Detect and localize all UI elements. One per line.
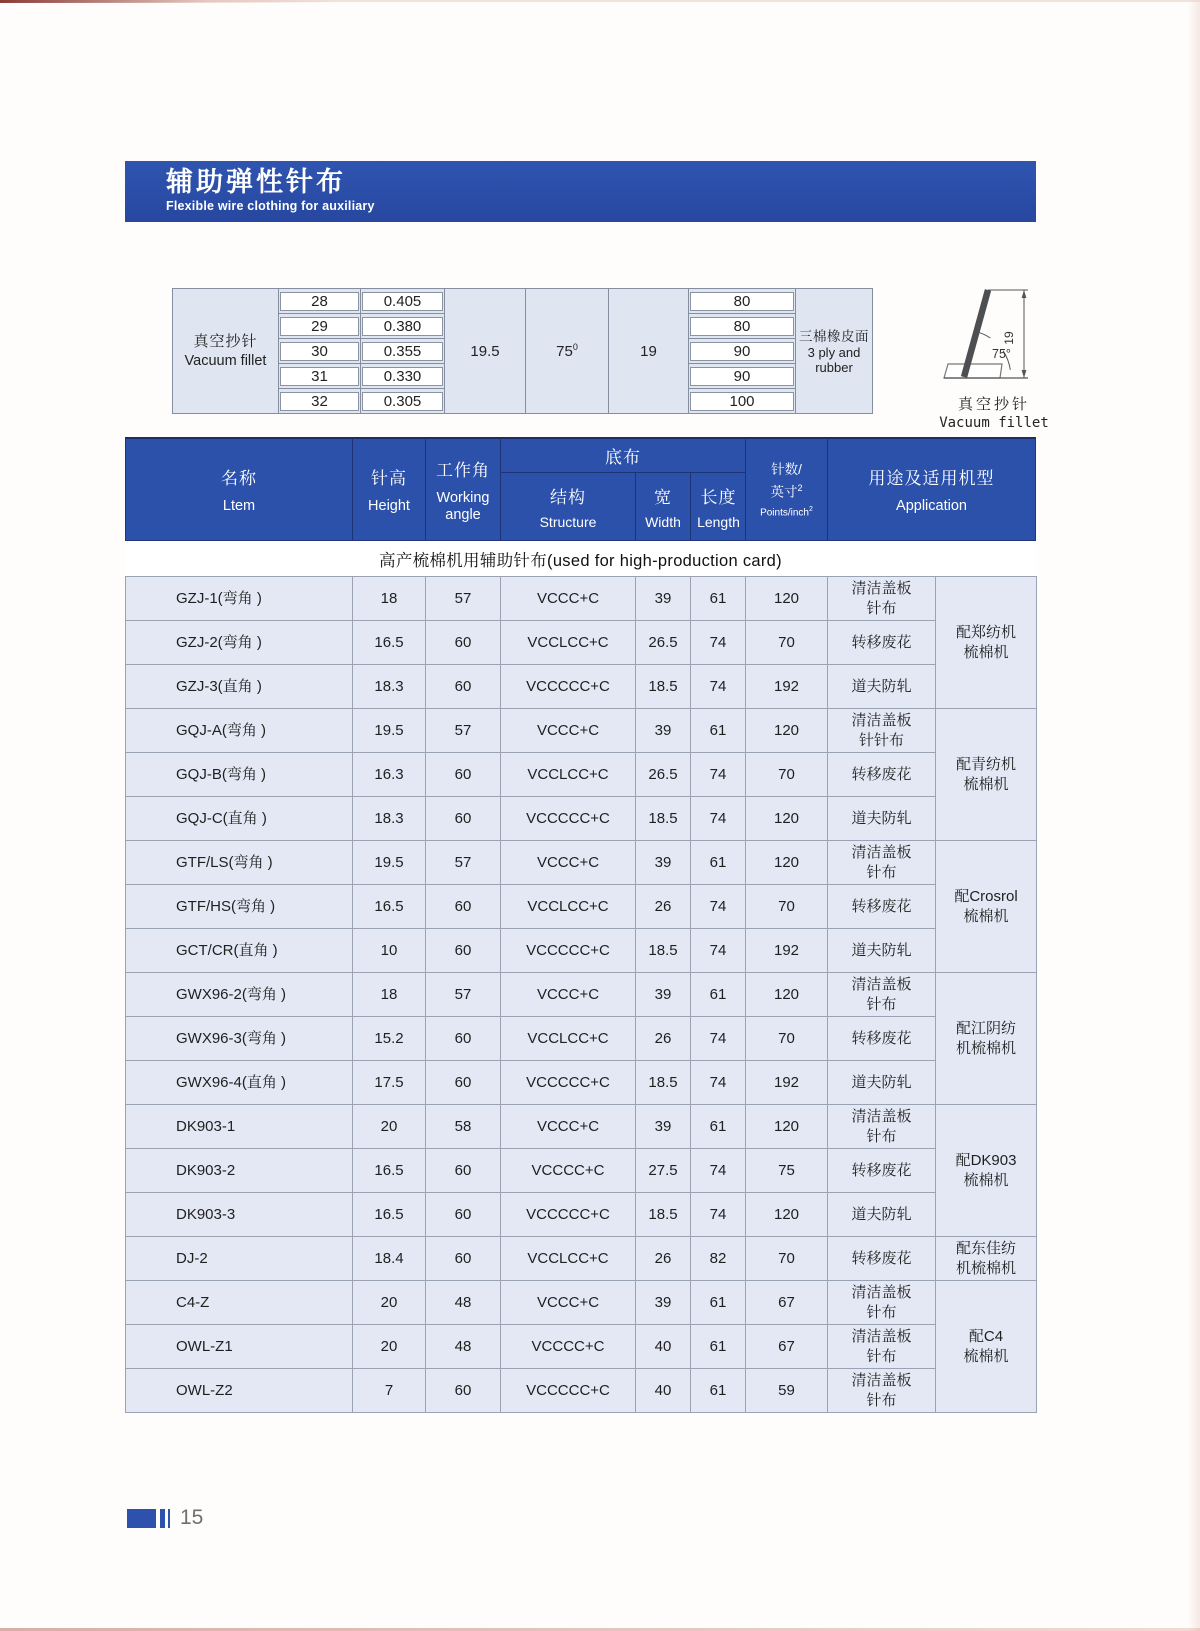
page-number: 15	[180, 1506, 204, 1529]
machine-line: 配DK903	[955, 1151, 1017, 1169]
thickness-cell	[361, 389, 445, 414]
use-line: 针布	[866, 599, 897, 617]
angle-cell: 57	[426, 841, 501, 885]
machine-cell	[936, 1281, 1037, 1413]
use-cell	[828, 841, 936, 885]
machine-line: 配Crosrol	[954, 887, 1018, 905]
structure-cell: VCCC+C	[501, 577, 636, 621]
use-line: 转移废花	[851, 1161, 912, 1179]
machine-cell	[936, 577, 1037, 709]
height-cell: 7	[353, 1369, 426, 1413]
page-title: 辅助弹性针布	[166, 167, 346, 197]
use-line: 转移废花	[851, 633, 912, 651]
use-line: 清洁盖板	[851, 579, 912, 597]
height-cell: 18.3	[353, 797, 426, 841]
structure-cell: VCCC+C	[501, 841, 636, 885]
header-base-fabric-group	[501, 439, 746, 540]
width-cell: 39	[636, 709, 691, 753]
spec-points-cell	[689, 314, 796, 339]
machine-line: 梳棉机	[963, 775, 1009, 793]
width-cell: 18.5	[636, 929, 691, 973]
item-cell: DK903-2	[126, 1149, 353, 1193]
height-cell: 18.4	[353, 1237, 426, 1281]
item-cell: GWX96-3(弯角 )	[126, 1017, 353, 1061]
machine-line: 配C4	[968, 1327, 1004, 1345]
footer-mark-rect	[127, 1509, 156, 1528]
width-cell: 40	[636, 1369, 691, 1413]
length-cell: 61	[691, 1105, 746, 1149]
use-line: 针布	[866, 1303, 897, 1321]
item-cell: GZJ-1(弯角 )	[126, 577, 353, 621]
machine-line: 梳棉机	[963, 643, 1009, 661]
points-cell: 70	[746, 621, 828, 665]
structure-cell: VCCCCC+C	[501, 1369, 636, 1413]
angle-cell: 60	[426, 1193, 501, 1237]
height-cell: 16.5	[353, 621, 426, 665]
vacuum-fillet-diagram	[922, 280, 1066, 431]
height-cell: 20	[353, 1325, 426, 1369]
spec-points-value: 90	[690, 342, 794, 361]
header-item: 名称 Ltem	[126, 439, 353, 540]
table-section-subtitle: 高产梳棉机用辅助针布(used for high-production card)	[125, 541, 1036, 576]
spec-row	[173, 289, 873, 314]
length-cell: 61	[691, 1325, 746, 1369]
structure-cell: VCCCC+C	[501, 1325, 636, 1369]
use-cell	[828, 621, 936, 665]
height-cell: 17.5	[353, 1061, 426, 1105]
use-cell	[828, 973, 936, 1017]
header-height: 针高 Height	[353, 439, 426, 540]
length-cell: 61	[691, 709, 746, 753]
table-row	[126, 929, 1037, 973]
spec-table-body	[173, 289, 873, 414]
item-cell: GTF/HS(弯角 )	[126, 885, 353, 929]
angle-cell: 60	[426, 665, 501, 709]
use-line: 针布	[866, 1127, 897, 1145]
structure-cell: VCCC+C	[501, 973, 636, 1017]
structure-cell: VCCLCC+C	[501, 885, 636, 929]
points-cell: 59	[746, 1369, 828, 1413]
item-cell: GQJ-C(直角 )	[126, 797, 353, 841]
machine-line: 配郑纺机	[955, 623, 1016, 641]
height-cell: 20	[353, 1105, 426, 1149]
use-line: 针针布	[858, 731, 904, 749]
angle-cell: 60	[426, 621, 501, 665]
header-width: 宽 Width	[636, 473, 691, 540]
table-row	[126, 1193, 1037, 1237]
points-cell: 75	[746, 1149, 828, 1193]
machine-cell	[936, 1237, 1037, 1281]
angle-cell: 60	[426, 1149, 501, 1193]
angle-cell: 57	[426, 577, 501, 621]
header-base-fabric: 底布	[501, 439, 745, 473]
header-working-angle: 工作角 Working angle	[426, 439, 501, 540]
spec-points-cell	[689, 389, 796, 414]
length-cell: 74	[691, 929, 746, 973]
structure-cell: VCCLCC+C	[501, 1237, 636, 1281]
use-line: 清洁盖板	[851, 1327, 912, 1345]
height-cell: 16.5	[353, 1193, 426, 1237]
structure-cell: VCCLCC+C	[501, 1017, 636, 1061]
width-cell: 39	[636, 1281, 691, 1325]
length-cell: 74	[691, 753, 746, 797]
use-line: 清洁盖板	[851, 1107, 912, 1125]
item-cell: DK903-1	[126, 1105, 353, 1149]
angle-cell: 60	[426, 1017, 501, 1061]
main-table-header	[125, 437, 1036, 541]
use-line: 道夫防轧	[851, 809, 912, 827]
use-line: 道夫防轧	[851, 941, 912, 959]
table-row	[126, 621, 1037, 665]
thickness-value: 0.380	[362, 317, 443, 336]
structure-cell: VCCCCC+C	[501, 1061, 636, 1105]
use-line: 转移废花	[851, 1029, 912, 1047]
angle-cell: 60	[426, 797, 501, 841]
table-row	[126, 1237, 1037, 1281]
needle-no-cell	[279, 364, 361, 389]
spec-points-cell	[689, 339, 796, 364]
needle-no-cell	[279, 389, 361, 414]
angle-cell: 60	[426, 1369, 501, 1413]
use-line: 道夫防轧	[851, 1073, 912, 1091]
use-line: 转移废花	[851, 1249, 912, 1267]
use-cell	[828, 1149, 936, 1193]
length-cell: 61	[691, 973, 746, 1017]
width-cell: 26	[636, 1017, 691, 1061]
machine-line: 梳棉机	[963, 907, 1009, 925]
use-line: 针布	[866, 1347, 897, 1365]
thickness-cell	[361, 289, 445, 314]
spec-face-cell	[796, 289, 873, 414]
spec-angle-value: 75	[556, 343, 573, 360]
use-line: 清洁盖板	[851, 711, 912, 729]
scan-edge-top-left	[0, 0, 340, 3]
width-cell: 18.5	[636, 1193, 691, 1237]
width-cell: 39	[636, 841, 691, 885]
use-line: 转移废花	[851, 765, 912, 783]
machine-line: 机梳棉机	[955, 1259, 1016, 1277]
width-cell: 39	[636, 577, 691, 621]
height-cell: 20	[353, 1281, 426, 1325]
use-cell	[828, 885, 936, 929]
points-cell: 120	[746, 1193, 828, 1237]
height-cell: 10	[353, 929, 426, 973]
header-points: 针数/ 英寸$^2$ Points/inch$^2$	[746, 439, 828, 540]
header-structure: 结构 Structure	[501, 473, 636, 540]
face-label-en: 3 ply and	[807, 344, 861, 360]
structure-cell: VCCC+C	[501, 709, 636, 753]
points-cell: 192	[746, 1061, 828, 1105]
machine-line: 配青纺机	[955, 755, 1016, 773]
footer-mark-bar-thin	[168, 1509, 170, 1528]
angle-cell: 60	[426, 929, 501, 973]
item-cell: GZJ-3(直角 )	[126, 665, 353, 709]
use-cell	[828, 1281, 936, 1325]
use-cell	[828, 1369, 936, 1413]
header-length: 长度 Length	[697, 487, 740, 530]
footer-mark-bar	[160, 1509, 165, 1528]
height-cell: 18	[353, 973, 426, 1017]
width-cell: 27.5	[636, 1149, 691, 1193]
use-cell	[828, 709, 936, 753]
table-row	[126, 753, 1037, 797]
length-cell: 61	[691, 1281, 746, 1325]
structure-cell: VCCLCC+C	[501, 621, 636, 665]
width-cell: 26.5	[636, 753, 691, 797]
needle-no-cell	[279, 314, 361, 339]
use-cell	[828, 929, 936, 973]
item-cell: GWX96-4(直角 )	[126, 1061, 353, 1105]
height-cell: 16.5	[353, 1149, 426, 1193]
item-cell: GQJ-A(弯角 )	[126, 709, 353, 753]
machine-line: 机梳棉机	[955, 1039, 1016, 1057]
needle-no-value: 31	[280, 367, 359, 386]
length-cell: 61	[691, 577, 746, 621]
structure-cell: VCCC+C	[501, 1105, 636, 1149]
thickness-value: 0.405	[362, 292, 443, 311]
spec-points-value: 80	[690, 317, 794, 336]
face-label-zh: 三棉橡皮面	[799, 328, 869, 344]
angle-cell: 60	[426, 1061, 501, 1105]
length-cell: 74	[691, 665, 746, 709]
length-cell: 74	[691, 885, 746, 929]
use-cell	[828, 1325, 936, 1369]
spec-points-value: 100	[690, 392, 794, 411]
spec-points-value: 90	[690, 367, 794, 386]
length-cell: 82	[691, 1237, 746, 1281]
table-row	[126, 1061, 1037, 1105]
use-line: 道夫防轧	[851, 677, 912, 695]
use-line: 清洁盖板	[851, 975, 912, 993]
height-cell: 19.5	[353, 709, 426, 753]
table-row	[126, 1369, 1037, 1413]
face-label-en: rubber	[815, 359, 853, 375]
use-line: 针布	[866, 863, 897, 881]
item-cell: GZJ-2(弯角 )	[126, 621, 353, 665]
spec-angle-cell: $75^0$	[526, 289, 609, 414]
table-row	[126, 973, 1037, 1017]
use-cell	[828, 1193, 936, 1237]
item-cell: GCT/CR(直角 )	[126, 929, 353, 973]
points-cell: 70	[746, 885, 828, 929]
length-cell: 74	[691, 1193, 746, 1237]
table-row	[126, 1325, 1037, 1369]
spec-label-cell	[173, 289, 279, 414]
height-cell: 15.2	[353, 1017, 426, 1061]
angle-cell: 57	[426, 709, 501, 753]
points-cell: 70	[746, 1237, 828, 1281]
use-line: 清洁盖板	[851, 843, 912, 861]
use-line: 针布	[866, 1391, 897, 1409]
use-cell	[828, 1017, 936, 1061]
needle-no-value: 28	[280, 292, 359, 311]
structure-cell: VCCLCC+C	[501, 753, 636, 797]
height-cell: 16.5	[353, 885, 426, 929]
width-cell: 18.5	[636, 665, 691, 709]
angle-cell: 48	[426, 1281, 501, 1325]
needle-base-shape	[944, 364, 1002, 378]
needle-no-value: 30	[280, 342, 359, 361]
machine-line: 配东佳纺	[955, 1239, 1016, 1257]
machine-line: 梳棉机	[963, 1171, 1009, 1189]
points-cell: 70	[746, 753, 828, 797]
points-cell: 67	[746, 1281, 828, 1325]
width-cell: 39	[636, 1105, 691, 1149]
main-table-body	[126, 577, 1037, 1413]
thickness-value: 0.330	[362, 367, 443, 386]
length-cell: 74	[691, 1149, 746, 1193]
use-line: 清洁盖板	[851, 1371, 912, 1389]
angle-cell: 60	[426, 1237, 501, 1281]
points-cell: 120	[746, 973, 828, 1017]
use-cell	[828, 665, 936, 709]
points-cell: 120	[746, 709, 828, 753]
table-row	[126, 665, 1037, 709]
angle-cell: 58	[426, 1105, 501, 1149]
table-row	[126, 709, 1037, 753]
table-row	[126, 1017, 1037, 1061]
needle-no-value: 32	[280, 392, 359, 411]
use-cell	[828, 1105, 936, 1149]
use-line: 针布	[866, 995, 897, 1013]
spec-height-cell: 19.5	[445, 289, 526, 414]
page-banner	[125, 161, 1036, 222]
points-cell: 192	[746, 929, 828, 973]
width-cell: 26.5	[636, 621, 691, 665]
needle-angle-drawing	[924, 280, 1064, 392]
use-cell	[828, 1237, 936, 1281]
height-cell: 18.3	[353, 665, 426, 709]
points-cell: 120	[746, 1105, 828, 1149]
use-cell	[828, 577, 936, 621]
points-cell: 120	[746, 577, 828, 621]
width-cell: 18.5	[636, 1061, 691, 1105]
use-cell	[828, 753, 936, 797]
angle-cell: 60	[426, 753, 501, 797]
width-cell: 26	[636, 1237, 691, 1281]
height-cell: 16.3	[353, 753, 426, 797]
spec-points-cell	[689, 364, 796, 389]
width-cell: 18.5	[636, 797, 691, 841]
item-cell: OWL-Z1	[126, 1325, 353, 1369]
length-cell: 61	[691, 1369, 746, 1413]
thickness-value: 0.355	[362, 342, 443, 361]
length-cell: 74	[691, 1017, 746, 1061]
angle-cell: 57	[426, 973, 501, 1017]
machine-line: 配江阴纺	[955, 1019, 1016, 1037]
machine-line: 梳棉机	[963, 1347, 1009, 1365]
machine-cell	[936, 973, 1037, 1105]
table-row	[126, 1281, 1037, 1325]
item-cell: DJ-2	[126, 1237, 353, 1281]
structure-cell: VCCCCC+C	[501, 1193, 636, 1237]
item-cell: C4-Z	[126, 1281, 353, 1325]
points-cell: 67	[746, 1325, 828, 1369]
structure-cell: VCCCCC+C	[501, 665, 636, 709]
length-cell: 61	[691, 841, 746, 885]
length-cell: 74	[691, 621, 746, 665]
diagram-caption-en: Vacuum fillet	[939, 415, 1049, 431]
points-cell: 120	[746, 841, 828, 885]
spec-base-cell: 19	[609, 289, 689, 414]
needle-no-value: 29	[280, 317, 359, 336]
item-cell: GWX96-2(弯角 )	[126, 973, 353, 1017]
use-line: 转移废花	[851, 897, 912, 915]
item-cell: GTF/LS(弯角 )	[126, 841, 353, 885]
height-cell: 19.5	[353, 841, 426, 885]
use-line: 道夫防轧	[851, 1205, 912, 1223]
structure-cell: VCCCCC+C	[501, 929, 636, 973]
angle-label: 75°	[992, 347, 1011, 361]
machine-cell	[936, 841, 1037, 973]
thickness-cell	[361, 364, 445, 389]
spec-label-zh: 真空抄针	[193, 333, 258, 350]
spec-points-value: 80	[690, 292, 794, 311]
spec-table	[172, 288, 873, 414]
use-cell	[828, 797, 936, 841]
machine-cell	[936, 1105, 1037, 1237]
use-cell	[828, 1061, 936, 1105]
structure-cell: VCCCCC+C	[501, 797, 636, 841]
height-cell: 18	[353, 577, 426, 621]
length-cell: 74	[691, 1061, 746, 1105]
needle-no-cell	[279, 339, 361, 364]
diagram-caption-zh: 真空抄针	[957, 396, 1030, 413]
spec-points-cell	[689, 289, 796, 314]
thickness-value: 0.305	[362, 392, 443, 411]
angle-cell: 48	[426, 1325, 501, 1369]
width-cell: 39	[636, 973, 691, 1017]
points-cell: 120	[746, 797, 828, 841]
page-subtitle: Flexible wire clothing for auxiliary	[166, 199, 375, 213]
scan-edge-right	[1188, 0, 1200, 1631]
thickness-cell	[361, 314, 445, 339]
structure-cell: VCCCC+C	[501, 1149, 636, 1193]
page-footer	[127, 1506, 203, 1530]
width-cell: 40	[636, 1325, 691, 1369]
thickness-cell	[361, 339, 445, 364]
table-row	[126, 1149, 1037, 1193]
table-row	[126, 841, 1037, 885]
header-application: 用途及适用机型 Application	[868, 469, 995, 514]
points-cell: 70	[746, 1017, 828, 1061]
structure-cell: VCCC+C	[501, 1281, 636, 1325]
length-cell: 74	[691, 797, 746, 841]
width-cell: 26	[636, 885, 691, 929]
table-row	[126, 1105, 1037, 1149]
needle-no-cell	[279, 289, 361, 314]
use-line: 清洁盖板	[851, 1283, 912, 1301]
item-cell: OWL-Z2	[126, 1369, 353, 1413]
angle-cell: 60	[426, 885, 501, 929]
spec-label-en: Vacuum fillet	[184, 353, 267, 369]
item-cell: GQJ-B(弯角 )	[126, 753, 353, 797]
machine-cell	[936, 709, 1037, 841]
main-table	[125, 576, 1037, 1413]
points-cell: 192	[746, 665, 828, 709]
table-row	[126, 885, 1037, 929]
table-row	[126, 577, 1037, 621]
table-row	[126, 797, 1037, 841]
item-cell: DK903-3	[126, 1193, 353, 1237]
dimension-label: 19	[1002, 331, 1016, 345]
